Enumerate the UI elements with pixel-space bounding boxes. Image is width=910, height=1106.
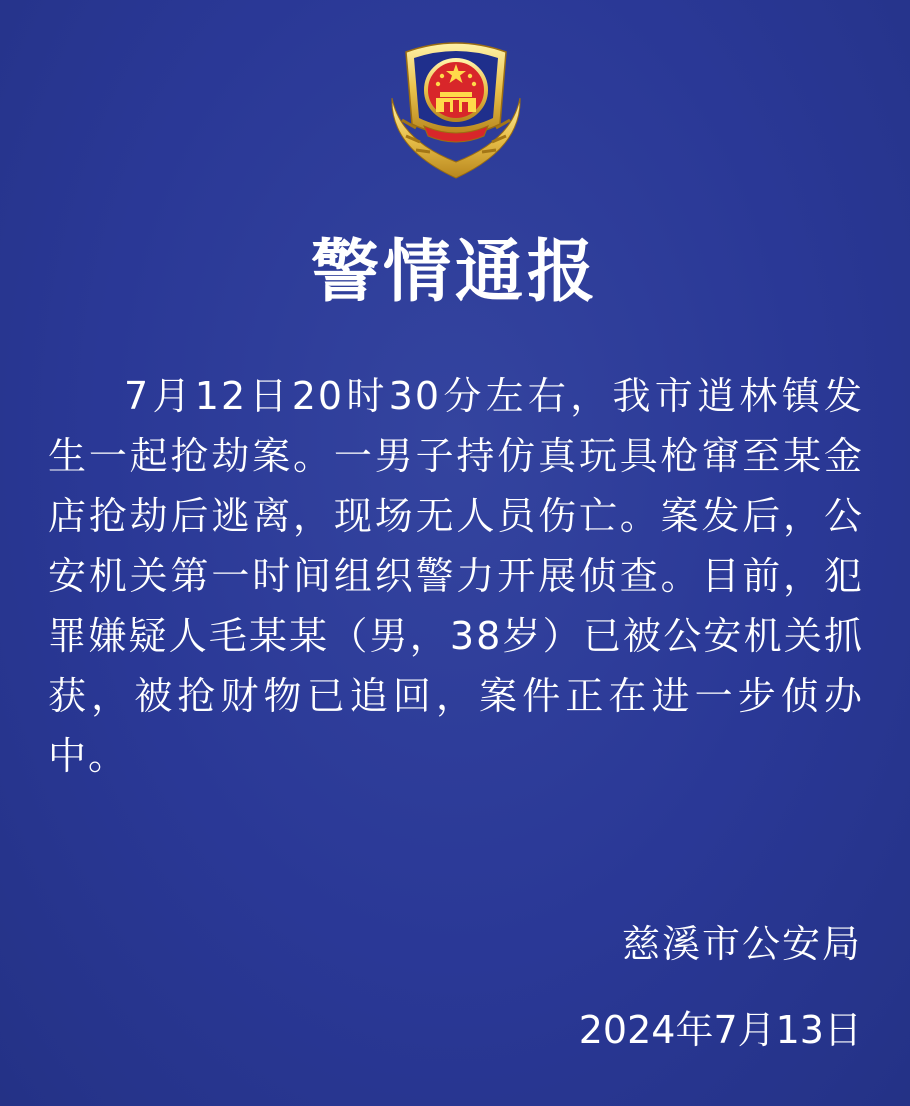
issue-date: 2024年7月13日: [578, 1008, 862, 1052]
notice-title: 警情通报: [310, 233, 599, 312]
notice-body: 7月12日20时30分左右，我市逍林镇发生一起抢劫案。一男子持仿真玩具枪窜至某金店抢劫后逃离，现场无人员伤亡。案发后，公安机关第一时间组织警力开展侦查。目前，犯罪嫌疑人毛某某（男，38岁）已被公安机关抓获，被抢财物已追回，案件正在进一步侦办中。: [48, 374, 864, 778]
issuer-signature: 慈溪市公安局: [621, 922, 862, 966]
police-emblem-icon: [372, 28, 540, 188]
